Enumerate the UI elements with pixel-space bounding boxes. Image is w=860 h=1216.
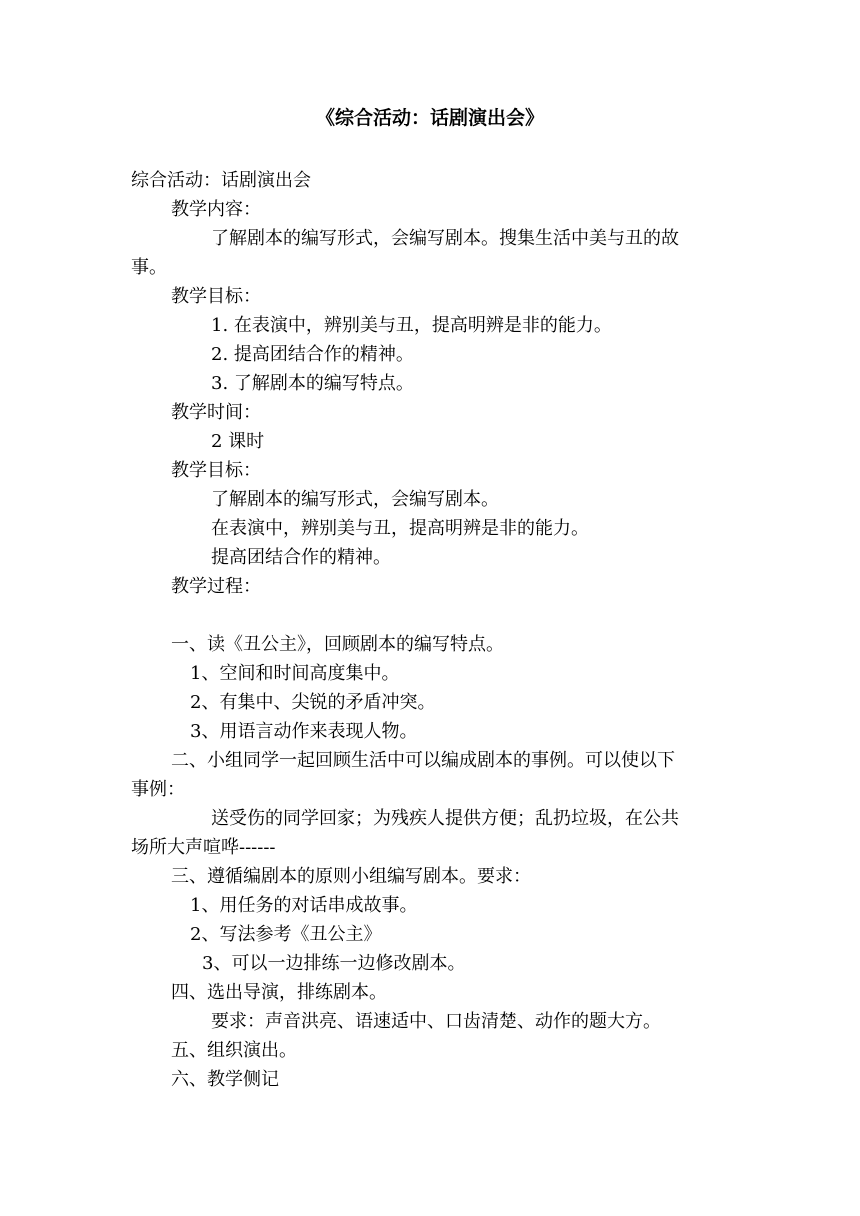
step-heading: 五、组织演出。 xyxy=(171,1040,297,1061)
document-body xyxy=(131,166,731,1094)
paragraph-line: 事。 xyxy=(131,257,167,278)
list-item: 2、写法参考《丑公主》 xyxy=(190,924,382,945)
list-item: 1、用任务的对话串成故事。 xyxy=(190,895,418,916)
list-item: 2、有集中、尖锐的矛盾冲突。 xyxy=(190,692,436,713)
time-value: 2 课时 xyxy=(211,431,265,452)
paragraph-line: 要求：声音洪亮、语速适中、口齿清楚、动作的题大方。 xyxy=(211,1011,661,1032)
paragraph-line: 送受伤的同学回家；为残疾人提供方便；乱扔垃圾，在公共 xyxy=(211,808,679,829)
goals-label: 教学目标： xyxy=(171,460,261,481)
paragraph-line: 场所大声喧哗------ xyxy=(131,837,276,858)
document-title: 《综合活动：话剧演出会》 xyxy=(315,107,544,129)
numbered-item: 3. 了解剧本的编写特点。 xyxy=(211,373,414,394)
paragraph-line: 了解剧本的编写形式，会编写剧本。 xyxy=(211,489,499,510)
numbered-item: 2. 提高团结合作的精神。 xyxy=(211,344,414,365)
time-label: 教学时间： xyxy=(171,402,261,423)
blank-line xyxy=(131,601,731,630)
list-item: 3、可以一边排练一边修改剧本。 xyxy=(202,953,466,974)
paragraph-line: 在表演中，辨别美与丑，提高明辨是非的能力。 xyxy=(211,518,589,539)
list-item: 1、空间和时间高度集中。 xyxy=(190,663,400,684)
list-item: 3、用语言动作来表现人物。 xyxy=(190,721,418,742)
section-heading: 综合活动：话剧演出会 xyxy=(131,170,311,191)
numbered-item: 1. 在表演中，辨别美与丑，提高明辨是非的能力。 xyxy=(211,315,612,336)
process-label: 教学过程： xyxy=(171,576,261,597)
paragraph-line: 事例： xyxy=(131,779,185,800)
goals-label: 教学目标： xyxy=(171,286,261,307)
step-heading: 三、遵循编剧本的原则小组编写剧本。要求： xyxy=(171,866,531,887)
step-heading: 二、小组同学一起回顾生活中可以编成剧本的事例。可以使以下 xyxy=(171,750,675,771)
paragraph-line: 了解剧本的编写形式，会编写剧本。搜集生活中美与丑的故 xyxy=(211,228,679,249)
paragraph-line: 提高团结合作的精神。 xyxy=(211,547,391,568)
step-heading: 一、读《丑公主》，回顾剧本的编写特点。 xyxy=(171,634,504,655)
step-heading: 四、选出导演，排练剧本。 xyxy=(171,982,387,1003)
step-heading: 六、教学侧记 xyxy=(171,1069,279,1090)
content-label: 教学内容： xyxy=(171,199,261,220)
